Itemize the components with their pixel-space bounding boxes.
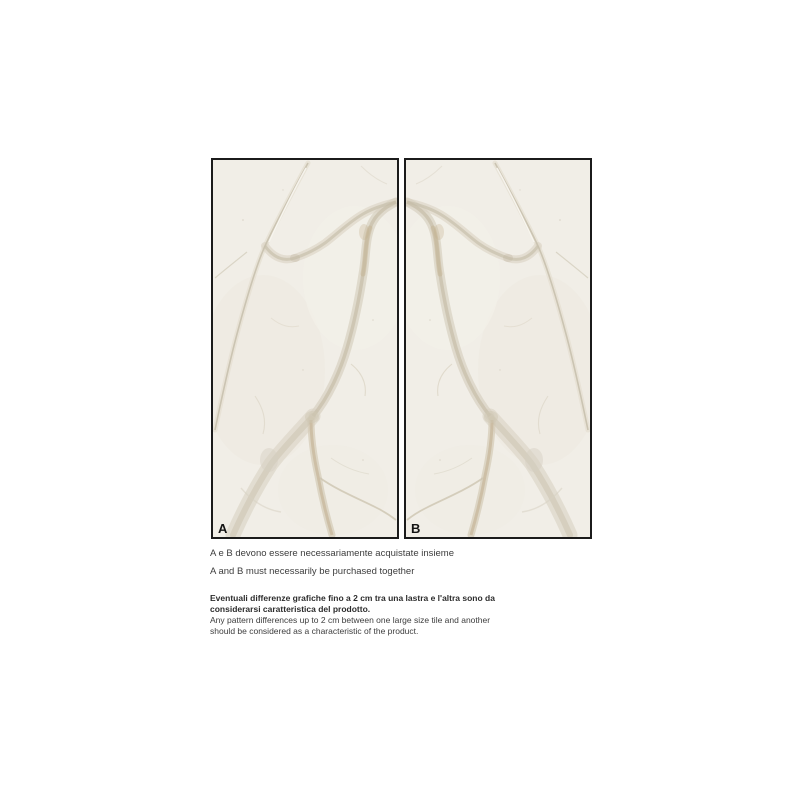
marble-slab-b <box>404 158 592 539</box>
product-note <box>210 593 540 637</box>
marble-slab-a <box>211 158 399 539</box>
slab-label-b: B <box>411 521 421 536</box>
marble-slab-image-a <box>213 160 397 537</box>
note-italian-line-1: Eventuali differenze grafiche fino a 2 cm tra una lastra e l'altra sono da <box>210 593 495 603</box>
note-english-line-2: should be considered as a characteristic of the product. <box>210 626 419 636</box>
figure-captions <box>210 545 610 580</box>
caption-english: A and B must necessarily be purchased together <box>210 565 415 577</box>
note-italian-line-2: considerarsi caratteristica del prodotto. <box>210 604 371 614</box>
bookmatch-figure <box>211 158 592 539</box>
note-english-line-1: Any pattern differences up to 2 cm between one large size tile and another <box>210 615 491 625</box>
caption-italian: A e B devono essere necessariamente acquistate insieme <box>210 548 454 559</box>
marble-slab-image-b <box>406 160 590 537</box>
slab-label-a: A <box>218 521 228 536</box>
